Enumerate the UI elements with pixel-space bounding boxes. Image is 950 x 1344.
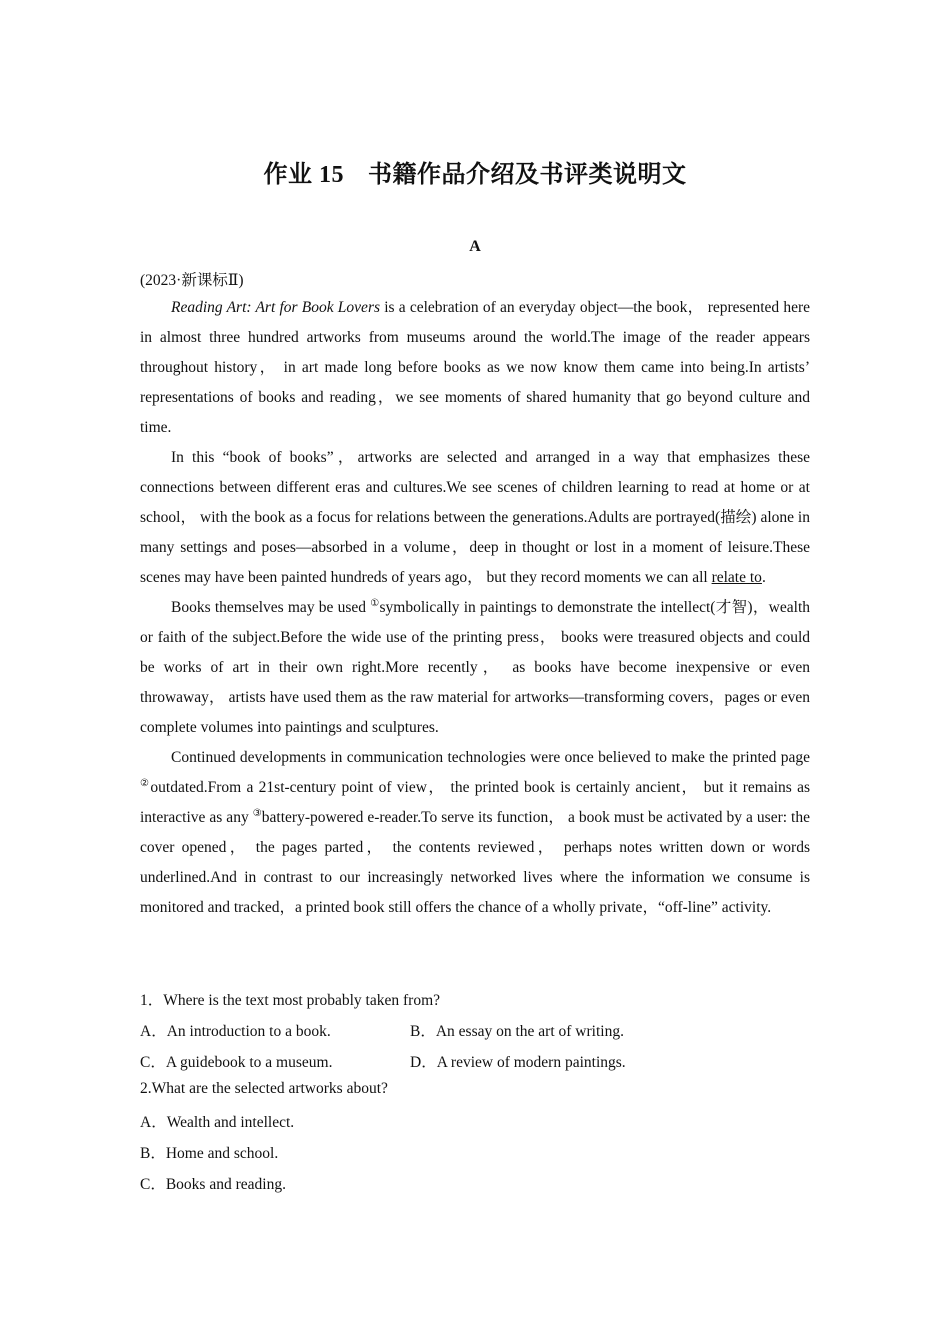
question-1-stem: 1．Where is the text most probably taken from? — [140, 992, 441, 1009]
paragraph-2-end: . — [761, 569, 766, 586]
section-label: A — [469, 238, 481, 255]
question-2-stem: 2.What are the selected artworks about? — [140, 1080, 388, 1097]
paragraph-2-text: In this “book of books”，artworks are selected and arranged in a way that emphasizes these connections between different eras and cultures.We see scenes of children learning to read at home or at school， with the book as a focus for relations between the generations.Adults are portrayed(描绘) alone in many settings and poses—absorbed in a volume，deep in thought or lost in a moment of leisure.These scenes may have been painted hundreds of years ago， but they record moments we can all — [140, 449, 810, 586]
source-citation: (2023·新课标Ⅱ) — [140, 272, 244, 289]
question-2-option-a: A．Wealth and intellect. — [140, 1114, 295, 1131]
paragraph-2 — [140, 443, 810, 593]
paragraph-3-text-a: Books themselves may be used — [171, 599, 371, 616]
question-2-option-c: C．Books and reading. — [140, 1176, 286, 1193]
paragraph-4-text-b: outdated.From a 21st-century point of view， the printed book is certainly ancient， but it remains as interactive as any — [140, 779, 810, 826]
book-title: Reading Art: Art for Book Lovers — [171, 299, 381, 316]
question-1-option-a: A．An introduction to a book. — [140, 1023, 331, 1040]
paragraph-3 — [140, 593, 810, 743]
underlined-phrase: relate to — [711, 569, 762, 586]
title-topic: 书籍作品介绍及书评类说明文 — [368, 162, 687, 188]
paragraph-4 — [140, 743, 810, 923]
paragraph-1 — [140, 293, 810, 443]
title-assignment-number: 作业 15 — [263, 162, 344, 188]
marker-3: ③ — [252, 807, 262, 819]
question-1-option-d: D．A review of modern paintings. — [410, 1054, 626, 1071]
paragraph-1-text: is a celebration of an everyday object—the book， represented here in almost three hundred artworks from museums around the world.The image of the reader appears throughout history， in art made long before books as we now know them came into being.In artists’ representations of books and reading，we see moments of shared humanity that go beyond culture and time. — [140, 299, 810, 436]
paragraph-3-text-b: symbolically in paintings to demonstrate the intellect(才智)，wealth or faith of the subject.Before the wide use of the printing press， books were treasured objects and could be works of art in their own right.More recently， as books have become inexpensive or even throwaway， artists have used them as the raw material for artworks—transforming covers，pages or even complete volumes into paintings and sculptures. — [140, 599, 810, 736]
question-2-option-b: B．Home and school. — [140, 1145, 279, 1162]
marker-1: ① — [370, 597, 380, 609]
paragraph-4-text-c: battery-powered e-reader.To serve its function， a book must be activated by a user: the cover opened， the pages parted， the contents reviewed， perhaps notes written down or words underlined.And in contrast to our increasingly networked lives where the information we consume is monitored and tracked，a printed book still offers the chance of a wholly private，“off-line” activity. — [140, 809, 810, 916]
question-1-option-c: C．A guidebook to a museum. — [140, 1054, 333, 1071]
page-title — [0, 154, 950, 189]
paragraph-4-text-a: Continued developments in communication technologies were once believed to make the printed page — [171, 749, 810, 766]
passage — [140, 293, 810, 923]
question-1-option-b: B．An essay on the art of writing. — [410, 1023, 624, 1040]
marker-2: ② — [140, 777, 151, 789]
